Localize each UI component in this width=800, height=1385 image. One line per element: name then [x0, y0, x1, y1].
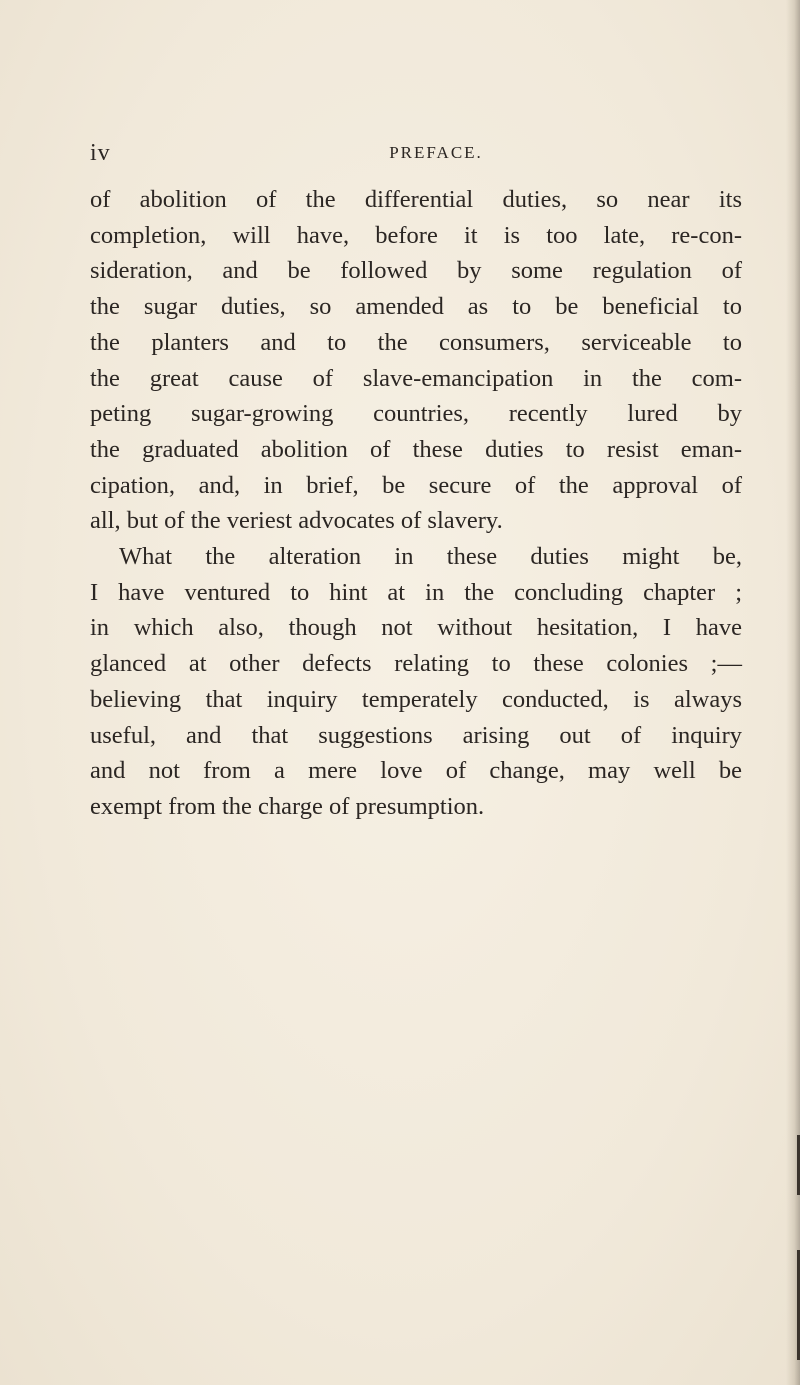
text-line: exempt from the charge of presumption.	[90, 792, 485, 820]
text-line: glanced at other defects relating to these colonies ;—	[90, 650, 742, 678]
running-head-title: PREFACE.	[389, 143, 483, 162]
text-line: I have ventured to hint at in the concluding chapter ;	[90, 578, 742, 606]
page-number: iv	[90, 140, 111, 166]
text-line: all, but of the veriest advocates of slavery.	[90, 507, 503, 535]
running-head	[90, 140, 742, 170]
text-line: the graduated abolition of these duties to resist eman-	[90, 435, 742, 463]
text-line: useful, and that suggestions arising out of inquiry	[90, 721, 742, 749]
text-line: sideration, and be followed by some regulation of	[90, 257, 742, 285]
text-line: the great cause of slave-emancipation in the com-	[90, 364, 742, 392]
text-line: believing that inquiry temperately conducted, is always	[90, 685, 742, 713]
text-line: and not from a mere love of change, may well be	[90, 757, 742, 785]
text-line: What the alteration in these duties might be,	[119, 543, 742, 571]
text-line: the sugar duties, so amended as to be beneficial to	[90, 293, 742, 321]
text-line: cipation, and, in brief, be secure of the approval of	[90, 471, 742, 499]
text-line: in which also, though not without hesitation, I have	[90, 614, 742, 642]
text-line: peting sugar-growing countries, recently lured by	[90, 400, 742, 428]
body-text	[90, 182, 742, 825]
text-line: of abolition of the differential duties, so near its	[90, 186, 742, 213]
text-line: the planters and to the consumers, serviceable to	[90, 328, 742, 356]
text-line: completion, will have, before it is too late, re-con-	[90, 221, 742, 249]
